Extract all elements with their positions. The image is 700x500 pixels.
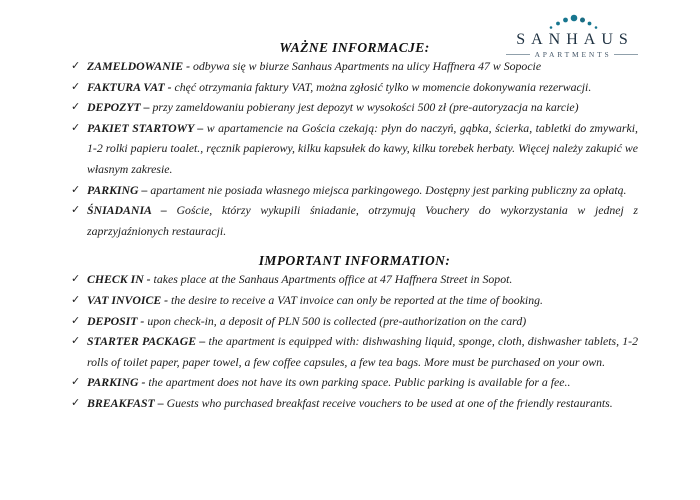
logo-rule-left <box>506 54 530 55</box>
item-term: CHECK IN <box>87 272 144 287</box>
item-separator: – <box>196 334 209 349</box>
list-item-depozyt <box>71 97 638 118</box>
checkmark-icon: ✓ <box>71 376 81 389</box>
list-item-sniadania <box>71 200 638 241</box>
item-term: DEPOZYT <box>87 100 141 115</box>
item-term: ZAMELDOWANIE <box>87 59 184 73</box>
list-item-pakiet-startowy <box>71 118 638 180</box>
item-term: PAKIET STARTOWY <box>87 120 194 135</box>
section-title-english: IMPORTANT INFORMATION: <box>258 253 451 269</box>
checkmark-icon: ✓ <box>71 101 81 114</box>
item-separator: - <box>183 59 193 73</box>
item-desc: Guests who purchased breakfast receive vouchers to be used at one of the friendly restaurants. <box>166 395 613 410</box>
item-desc: the desire to receive a VAT invoice can only be reported at the time of booking. <box>171 292 543 307</box>
list-item-faktura-vat <box>71 77 638 98</box>
item-term: PARKING <box>87 375 139 390</box>
list-item-parking-pl <box>71 180 638 201</box>
polish-info-list <box>71 56 638 241</box>
section-title-polish: WAŻNE INFORMACJE: <box>279 40 430 55</box>
item-separator: - <box>137 313 148 328</box>
list-item-check-in <box>71 269 638 290</box>
item-separator: – <box>154 395 167 410</box>
item-term: DEPOSIT <box>87 313 138 328</box>
item-desc: takes place at the Sanhaus Apartments office at 47 Haffnera Street in Sopot. <box>153 272 513 287</box>
list-item-parking-en <box>71 372 638 393</box>
checkmark-icon: ✓ <box>71 204 81 217</box>
logo-rule-right <box>614 54 638 55</box>
item-term: VAT INVOICE <box>87 292 162 307</box>
checkmark-icon: ✓ <box>71 335 81 348</box>
checkmark-icon: ✓ <box>71 121 81 134</box>
english-info-list <box>71 269 638 413</box>
item-term: BREAKFAST <box>87 395 155 410</box>
item-separator: – <box>138 182 151 197</box>
item-term: ŚNIADANIA <box>87 203 152 218</box>
checkmark-icon: ✓ <box>71 293 81 306</box>
checkmark-icon: ✓ <box>71 183 81 196</box>
list-item-zameldowanie <box>71 56 638 77</box>
item-term: FAKTURA VAT <box>87 79 165 94</box>
item-separator: – <box>151 203 177 218</box>
item-separator: - <box>143 272 154 287</box>
item-term: PARKING <box>87 182 139 197</box>
logo-dots-arc-icon <box>527 12 617 31</box>
logo-wordmark: SANHAUS <box>516 31 634 48</box>
document-content <box>0 40 700 414</box>
checkmark-icon: ✓ <box>71 80 81 93</box>
list-item-deposit <box>71 311 638 332</box>
logo-subtitle: APARTMENTS <box>534 50 612 59</box>
item-desc: upon check-in, a deposit of PLN 500 is collected (pre-authorization on the card) <box>147 313 527 328</box>
checkmark-icon: ✓ <box>71 314 81 327</box>
checkmark-icon: ✓ <box>71 60 81 72</box>
item-term: STARTER PACKAGE <box>87 334 197 349</box>
checkmark-icon: ✓ <box>71 273 81 286</box>
item-separator: - <box>164 79 175 94</box>
item-desc: odbywa się w biurze Sanhaus Apartments na ulicy Haffnera 47 w Sopocie <box>192 59 542 73</box>
item-desc: Goście, którzy wykupili śniadanie, otrzymują Vouchery do wykorzystania w jednej z zaprzyjaźnionych restauracji. <box>87 203 639 238</box>
checkmark-icon: ✓ <box>71 396 81 409</box>
item-desc: w apartamencie na Gościa czekają: płyn do naczyń, gąbka, ścierka, tabletki do zmywarki, 1-2 rolki papieru toalet., ręcznik papierowy, kilku kapsułek do kawy, kilku torebek herbaty. Więcej należy zakupić we własnym zakresie. <box>87 120 638 176</box>
item-separator: – <box>140 100 153 115</box>
item-separator: - <box>161 292 172 307</box>
list-item-starter-package <box>71 331 638 372</box>
list-item-breakfast <box>71 393 638 414</box>
item-separator: – <box>193 120 207 135</box>
item-desc: apartament nie posiada własnego miejsca parkingowego. Dostępny jest parking publiczny za opłatą. <box>150 182 627 197</box>
item-desc: the apartment does not have its own parking space. Public parking is available for a fee.. <box>148 375 571 390</box>
item-desc: the apartment is equipped with: dishwashing liquid, sponge, cloth, dishwasher tablets, 1-2 rolls of toilet paper, paper towel, a few coffee capsules, a few tea bags. More must be purchased on your own. <box>87 334 638 369</box>
item-desc: przy zameldowaniu pobierany jest depozyt w wysokości 500 zł (pre-autoryzacja na karcie) <box>152 100 579 115</box>
sanhaus-logo <box>506 12 638 59</box>
list-item-vat-invoice <box>71 290 638 311</box>
item-desc: chęć otrzymania faktury VAT, można zgłosić tylko w momencie dokonywania rezerwacji. <box>174 79 592 94</box>
item-separator: - <box>138 375 149 390</box>
